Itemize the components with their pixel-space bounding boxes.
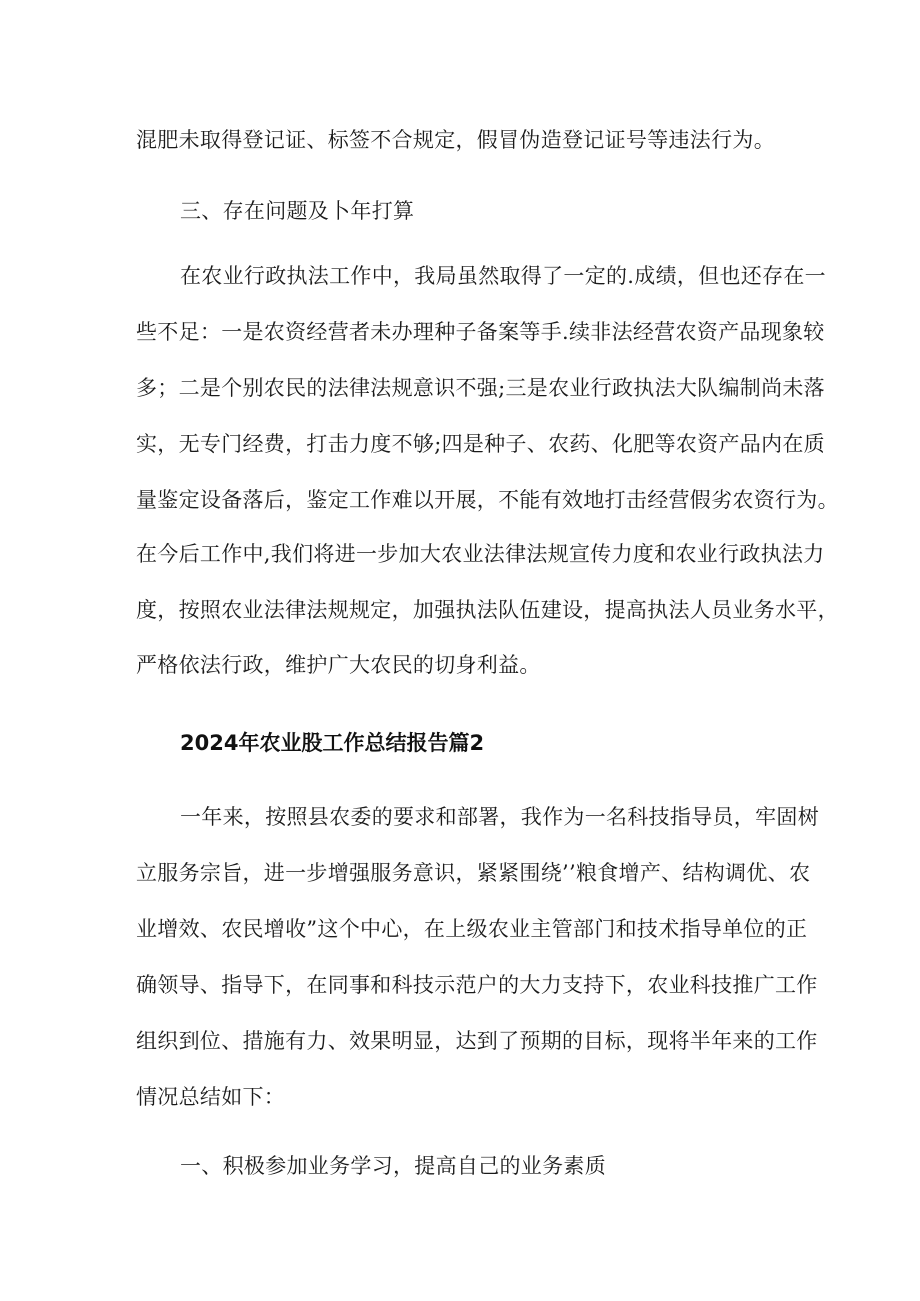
- section-3-paragraph-line: 严格依法行政，维护广大农民的切身利益。: [136, 653, 541, 677]
- section-3-paragraph-line: 度，按照农业法律法规规定，加强执法队伍建设，提高执法人员业务水平，: [136, 598, 839, 622]
- report-2-intro-line: 立服务宗旨，进一步增强服务意识，紧紧围绕’’粮食增产、结构调优、农: [136, 861, 811, 885]
- section-3-paragraph-line: 在农业行政执法工作中，我局虽然取得了一定的.成绩，但也还存在一: [180, 264, 826, 288]
- top-fragment-line: 混肥未取得登记证、标签不合规定，假冒伪造登记证号等违法行为。: [136, 128, 775, 152]
- report-2-intro-line: 业增效、农民增收”这个中心，在上级农业主管部门和技术指导单位的正: [136, 917, 808, 941]
- section-3-heading: 三、存在问题及卜年打算: [180, 199, 415, 223]
- report-2-intro-line: 情况总结如下：: [136, 1085, 286, 1109]
- section-3-paragraph-line: 些不足：一是农资经营者未办理种子备案等手.续非法经营农资产品现象较: [136, 320, 825, 344]
- report-2-intro-line: 组织到位、措施有力、效果明显，达到了预期的目标，现将半年来的工作: [136, 1029, 818, 1053]
- section-3-paragraph-line: 多；二是个别农民的法律法规意识不强;三是农业行政执法大队编制尚未落: [136, 376, 825, 400]
- section-3-paragraph-line: 量鉴定设备落后，鉴定工作难以开展，不能有效地打击经营假劣农资行为。: [136, 488, 839, 512]
- report-2-intro-line: 一年来，按照县农委的要求和部署，我作为一名科技指导员，牢固树: [180, 805, 819, 829]
- report-2-intro-line: 确领导、指导下，在同事和科技示范户的大力支持下，农业科技推广工作: [136, 973, 818, 997]
- section-3-paragraph-line: 实，无专门经费，打击力度不够;四是种子、农药、化肥等农资产品内在质: [136, 432, 825, 456]
- report-2-section-1-heading: 一、积极参加业务学习，提高自己的业务素质: [180, 1154, 606, 1178]
- section-3-paragraph-line: 在今后工作中,我们将进一步加大农业法律法规宣传力度和农业行政执法力: [136, 542, 825, 566]
- report-2-title: 2024年农业股工作总结报告篇2: [180, 731, 485, 755]
